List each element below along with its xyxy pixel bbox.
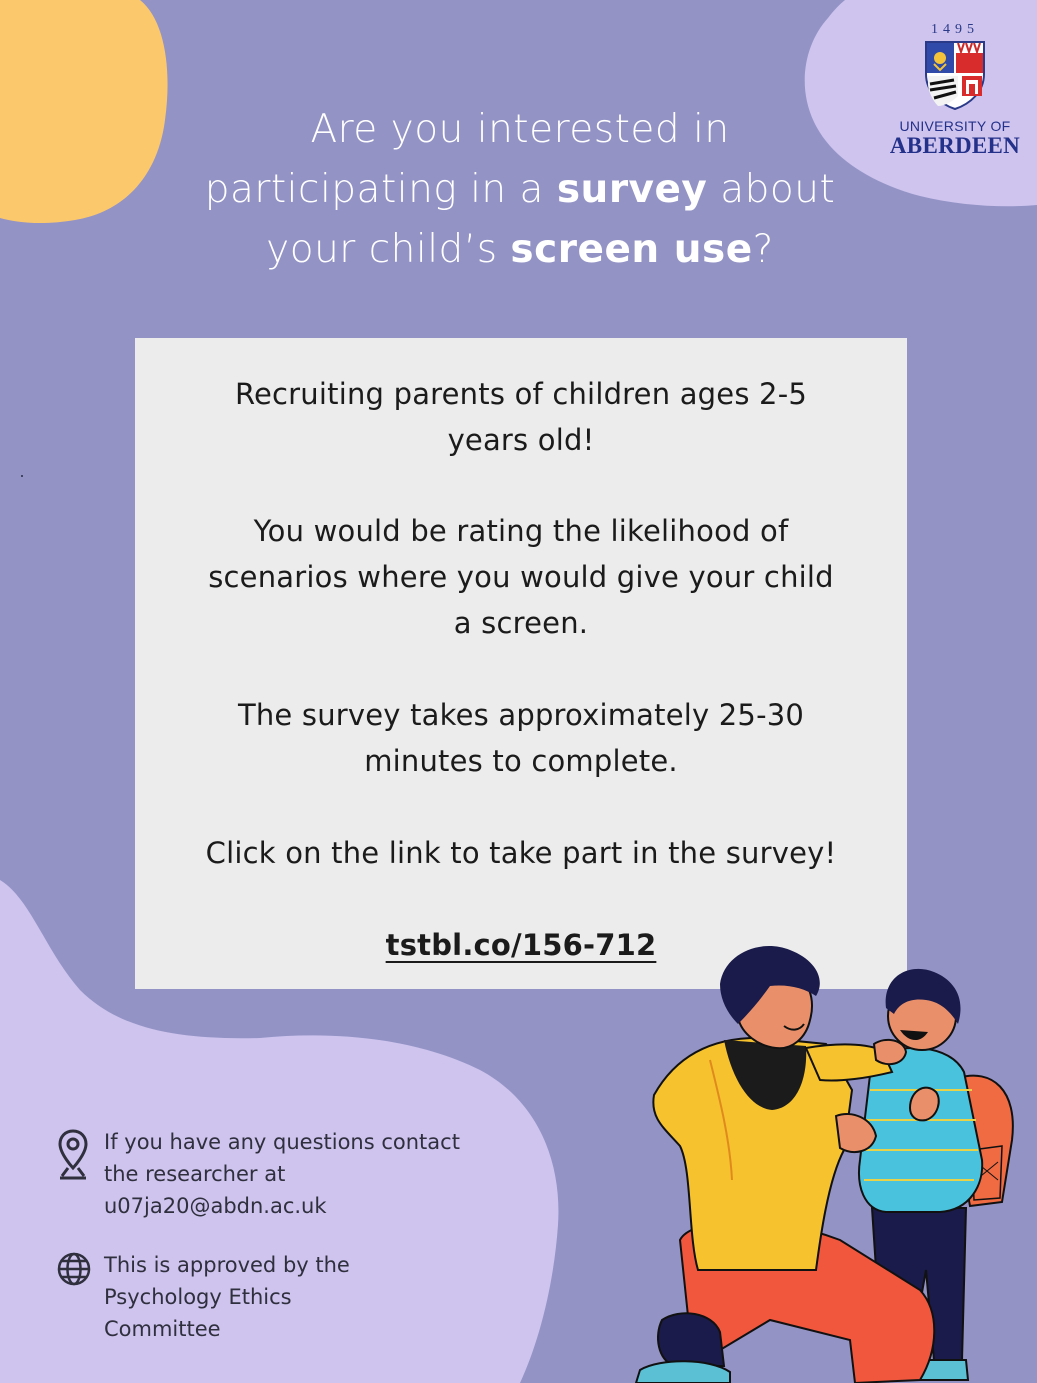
ethics-line-1: This is approved by the — [104, 1253, 350, 1277]
university-crest-icon — [924, 40, 986, 110]
headline-line-1: Are you interested in — [310, 107, 730, 152]
headline-line-3 — [150, 220, 890, 280]
speck-dot — [21, 475, 23, 477]
questions-text — [104, 1126, 524, 1222]
headline-emphasis-survey: survey — [556, 167, 708, 212]
ethics-line-3: Committee — [104, 1317, 221, 1341]
questions-line-2: the researcher at — [104, 1162, 286, 1186]
survey-link[interactable]: tstbl.co/156-712 — [385, 928, 657, 962]
researcher-email[interactable]: u07ja20@abdn.ac.uk — [104, 1194, 327, 1218]
headline-emphasis-screen-use: screen use — [510, 227, 753, 272]
ethics-text — [104, 1249, 524, 1345]
info-card — [135, 338, 907, 989]
questions-line-1: If you have any questions contact — [104, 1130, 460, 1154]
task-line-3: a screen. — [453, 606, 589, 640]
parent-and-child-illustration — [620, 940, 1037, 1383]
logo-name-line-1: UNIVERSITY OF — [899, 118, 1011, 134]
globe-icon — [56, 1251, 92, 1287]
headline-line-2-start: participating in a — [204, 167, 557, 212]
time-line-1: The survey takes approximately 25-30 — [237, 698, 805, 732]
time-line-2: minutes to complete. — [364, 744, 678, 778]
task-line-1: You would be rating the likelihood of — [253, 514, 789, 548]
logo-name-line-2: ABERDEEN — [889, 133, 1021, 158]
task-line-2: scenarios where you would give your child — [208, 560, 834, 594]
location-pin-icon — [56, 1128, 90, 1182]
headline-line-2 — [150, 160, 890, 220]
call-to-action: Click on the link to take part in the survey! — [205, 836, 837, 870]
recruit-line-1: Recruiting parents of children ages 2-5 — [234, 377, 808, 411]
headline — [150, 100, 890, 280]
ethics-line-2: Psychology Ethics — [104, 1285, 292, 1309]
headline-line-2-end: about — [707, 167, 836, 212]
headline-line-3-start: your child’s — [266, 227, 511, 272]
logo-year: 1495 — [931, 22, 979, 37]
recruit-line-2: years old! — [447, 423, 595, 457]
university-logo — [880, 22, 1030, 158]
headline-line-3-end: ? — [752, 227, 774, 272]
